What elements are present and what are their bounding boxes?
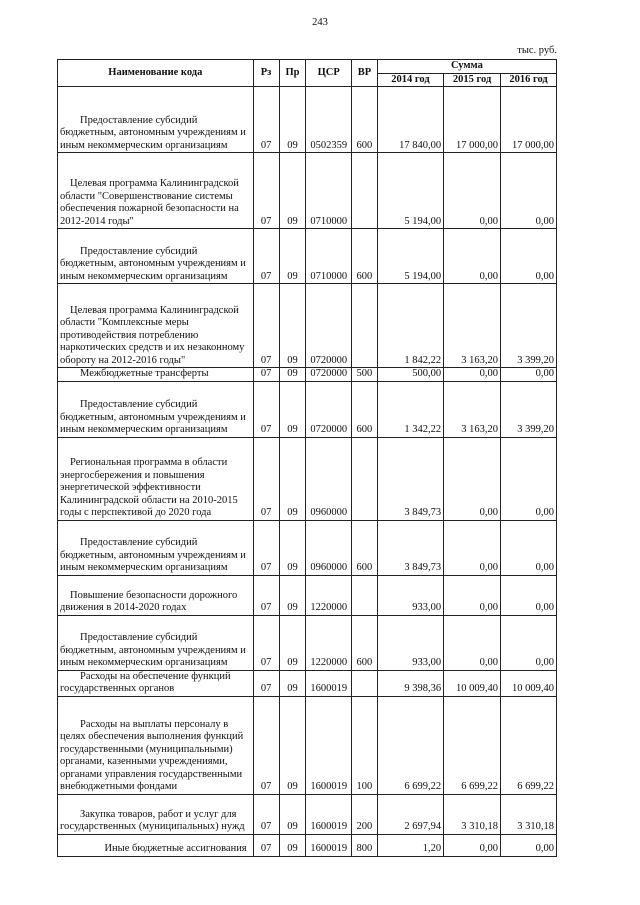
cell-y2016: 3 399,20 bbox=[501, 284, 557, 368]
cell-y2014: 3 849,73 bbox=[377, 520, 443, 575]
cell-y2016: 17 000,00 bbox=[501, 87, 557, 153]
row-label: Региональная программа в области энергосбережения и повышения энергетической эффективности Калининградской области на 2010-2015 годы с перспективой до 2020 года bbox=[60, 457, 238, 518]
cell-pr: 09 bbox=[279, 794, 306, 834]
cell-csr: 0960000 bbox=[306, 437, 352, 520]
budget-table bbox=[57, 59, 557, 857]
cell-y2014: 17 840,00 bbox=[377, 87, 443, 153]
cell-y2014: 1 342,22 bbox=[377, 381, 443, 437]
cell-csr: 0502359 bbox=[306, 87, 352, 153]
cell-y2016: 0,00 bbox=[501, 834, 557, 856]
header-csr: ЦСР bbox=[306, 60, 352, 87]
row-label: Межбюджетные трансферты bbox=[80, 368, 209, 379]
table-row bbox=[58, 87, 557, 153]
header-rz: Рз bbox=[253, 60, 279, 87]
table-row bbox=[58, 381, 557, 437]
cell-name bbox=[58, 575, 254, 615]
cell-y2016: 0,00 bbox=[501, 153, 557, 229]
cell-vr bbox=[351, 670, 377, 696]
cell-csr: 0710000 bbox=[306, 229, 352, 284]
cell-pr: 09 bbox=[279, 153, 306, 229]
cell-y2014: 2 697,94 bbox=[377, 794, 443, 834]
header-2016: 2016 год bbox=[501, 73, 557, 87]
cell-name bbox=[58, 615, 254, 670]
row-label: Расходы на обеспечение функций государственных органов bbox=[60, 670, 231, 694]
cell-y2015: 0,00 bbox=[444, 615, 501, 670]
cell-pr: 09 bbox=[279, 670, 306, 696]
header-vr: ВР bbox=[351, 60, 377, 87]
header-name: Наименование кода bbox=[58, 60, 254, 87]
cell-y2015: 0,00 bbox=[444, 834, 501, 856]
cell-csr: 0960000 bbox=[306, 520, 352, 575]
table-row bbox=[58, 153, 557, 229]
cell-y2016: 0,00 bbox=[501, 368, 557, 382]
cell-y2015: 0,00 bbox=[444, 520, 501, 575]
cell-y2015: 17 000,00 bbox=[444, 87, 501, 153]
cell-vr: 600 bbox=[351, 615, 377, 670]
cell-vr bbox=[351, 575, 377, 615]
cell-csr: 1600019 bbox=[306, 670, 352, 696]
cell-pr: 09 bbox=[279, 368, 306, 382]
cell-y2015: 0,00 bbox=[444, 368, 501, 382]
cell-vr: 600 bbox=[351, 229, 377, 284]
cell-csr: 0720000 bbox=[306, 284, 352, 368]
cell-name bbox=[58, 437, 254, 520]
cell-csr: 1600019 bbox=[306, 696, 352, 794]
cell-y2015: 3 163,20 bbox=[444, 381, 501, 437]
units-label: тыс. руб. bbox=[517, 45, 557, 56]
table-row bbox=[58, 696, 557, 794]
cell-pr: 09 bbox=[279, 437, 306, 520]
cell-rz: 07 bbox=[253, 696, 279, 794]
row-label: Предоставление субсидий бюджетным, автономным учреждениям и иным некоммерческим организациям bbox=[60, 114, 246, 151]
table-row bbox=[58, 794, 557, 834]
cell-vr bbox=[351, 284, 377, 368]
cell-y2015: 3 310,18 bbox=[444, 794, 501, 834]
cell-y2016: 0,00 bbox=[501, 437, 557, 520]
cell-csr: 1220000 bbox=[306, 615, 352, 670]
row-label: Повышение безопасности дорожного движения в 2014-2020 годах bbox=[60, 589, 238, 613]
cell-rz: 07 bbox=[253, 520, 279, 575]
row-label: Предоставление субсидий бюджетным, автономным учреждениям и иным некоммерческим организациям bbox=[60, 245, 246, 282]
cell-csr: 0710000 bbox=[306, 153, 352, 229]
row-label: Целевая программа Калининградской области "Комплексные меры противодействия потреблению наркотических средств и их незаконному обороту на 2012-2016 годы" bbox=[60, 304, 245, 366]
cell-rz: 07 bbox=[253, 670, 279, 696]
cell-y2014: 1 842,22 bbox=[377, 284, 443, 368]
cell-pr: 09 bbox=[279, 696, 306, 794]
cell-pr: 09 bbox=[279, 229, 306, 284]
cell-rz: 07 bbox=[253, 615, 279, 670]
cell-y2016: 10 009,40 bbox=[501, 670, 557, 696]
cell-pr: 09 bbox=[279, 834, 306, 856]
table-row bbox=[58, 575, 557, 615]
cell-name bbox=[58, 381, 254, 437]
cell-y2014: 6 699,22 bbox=[377, 696, 443, 794]
cell-vr: 600 bbox=[351, 87, 377, 153]
cell-pr: 09 bbox=[279, 87, 306, 153]
cell-name bbox=[58, 284, 254, 368]
cell-y2015: 0,00 bbox=[444, 437, 501, 520]
cell-name bbox=[58, 520, 254, 575]
row-label: Предоставление субсидий бюджетным, автономным учреждениям и иным некоммерческим организациям bbox=[60, 537, 246, 573]
cell-vr bbox=[351, 437, 377, 520]
cell-csr: 1600019 bbox=[306, 794, 352, 834]
cell-y2015: 6 699,22 bbox=[444, 696, 501, 794]
header-2015: 2015 год bbox=[444, 73, 501, 87]
cell-vr: 200 bbox=[351, 794, 377, 834]
cell-y2014: 5 194,00 bbox=[377, 153, 443, 229]
cell-pr: 09 bbox=[279, 615, 306, 670]
table-row bbox=[58, 437, 557, 520]
cell-y2016: 0,00 bbox=[501, 229, 557, 284]
row-label: Предоставление субсидий бюджетным, автономным учреждениям и иным некоммерческим организациям bbox=[60, 399, 246, 435]
row-label: Целевая программа Калининградской области "Совершенствование системы обеспечения пожарной безопасности на 2012-2014 годы" bbox=[60, 178, 239, 227]
cell-y2015: 0,00 bbox=[444, 153, 501, 229]
cell-y2016: 0,00 bbox=[501, 615, 557, 670]
cell-y2014: 933,00 bbox=[377, 575, 443, 615]
cell-y2016: 0,00 bbox=[501, 575, 557, 615]
header-sum: Сумма bbox=[377, 60, 556, 74]
cell-vr: 800 bbox=[351, 834, 377, 856]
table-row bbox=[58, 368, 557, 382]
cell-y2014: 9 398,36 bbox=[377, 670, 443, 696]
table-row bbox=[58, 284, 557, 368]
cell-name bbox=[58, 87, 254, 153]
cell-pr: 09 bbox=[279, 575, 306, 615]
cell-rz: 07 bbox=[253, 284, 279, 368]
cell-y2015: 10 009,40 bbox=[444, 670, 501, 696]
cell-csr: 0720000 bbox=[306, 368, 352, 382]
cell-y2014: 3 849,73 bbox=[377, 437, 443, 520]
cell-vr: 100 bbox=[351, 696, 377, 794]
cell-y2014: 933,00 bbox=[377, 615, 443, 670]
cell-name bbox=[58, 696, 254, 794]
cell-name bbox=[58, 229, 254, 284]
cell-y2014: 1,20 bbox=[377, 834, 443, 856]
cell-vr: 600 bbox=[351, 520, 377, 575]
cell-name bbox=[58, 670, 254, 696]
cell-rz: 07 bbox=[253, 437, 279, 520]
cell-y2016: 0,00 bbox=[501, 520, 557, 575]
cell-y2014: 5 194,00 bbox=[377, 229, 443, 284]
table-row bbox=[58, 615, 557, 670]
cell-rz: 07 bbox=[253, 834, 279, 856]
cell-rz: 07 bbox=[253, 381, 279, 437]
table-row bbox=[58, 670, 557, 696]
cell-rz: 07 bbox=[253, 153, 279, 229]
cell-y2016: 3 310,18 bbox=[501, 794, 557, 834]
cell-rz: 07 bbox=[253, 368, 279, 382]
row-label: Иные бюджетные ассигнования bbox=[104, 843, 247, 854]
cell-rz: 07 bbox=[253, 575, 279, 615]
cell-pr: 09 bbox=[279, 381, 306, 437]
header-2014: 2014 год bbox=[377, 73, 443, 87]
cell-y2016: 6 699,22 bbox=[501, 696, 557, 794]
cell-y2015: 0,00 bbox=[444, 229, 501, 284]
cell-y2016: 3 399,20 bbox=[501, 381, 557, 437]
cell-name bbox=[58, 834, 254, 856]
cell-rz: 07 bbox=[253, 229, 279, 284]
cell-pr: 09 bbox=[279, 284, 306, 368]
cell-vr: 600 bbox=[351, 381, 377, 437]
cell-vr: 500 bbox=[351, 368, 377, 382]
cell-name bbox=[58, 794, 254, 834]
cell-vr bbox=[351, 153, 377, 229]
table-row bbox=[58, 229, 557, 284]
row-label: Закупка товаров, работ и услуг для государственных (муниципальных) нужд bbox=[60, 808, 245, 832]
cell-csr: 0720000 bbox=[306, 381, 352, 437]
cell-pr: 09 bbox=[279, 520, 306, 575]
cell-csr: 1600019 bbox=[306, 834, 352, 856]
cell-name bbox=[58, 153, 254, 229]
table-row bbox=[58, 520, 557, 575]
cell-y2014: 500,00 bbox=[377, 368, 443, 382]
row-label: Расходы на выплаты персоналу в целях обеспечения выполнения функций государственными (муниципальными) органами, казенными учреждениями, органами управления государственными внебюджетными фондами bbox=[60, 718, 244, 792]
page-number: 243 bbox=[312, 17, 328, 28]
cell-rz: 07 bbox=[253, 794, 279, 834]
cell-csr: 1220000 bbox=[306, 575, 352, 615]
row-label: Предоставление субсидий бюджетным, автономным учреждениям и иным некоммерческим организациям bbox=[60, 632, 246, 668]
cell-name bbox=[58, 368, 254, 382]
cell-rz: 07 bbox=[253, 87, 279, 153]
table-row bbox=[58, 834, 557, 856]
header-pr: Пр bbox=[279, 60, 306, 87]
cell-y2015: 0,00 bbox=[444, 575, 501, 615]
cell-y2015: 3 163,20 bbox=[444, 284, 501, 368]
